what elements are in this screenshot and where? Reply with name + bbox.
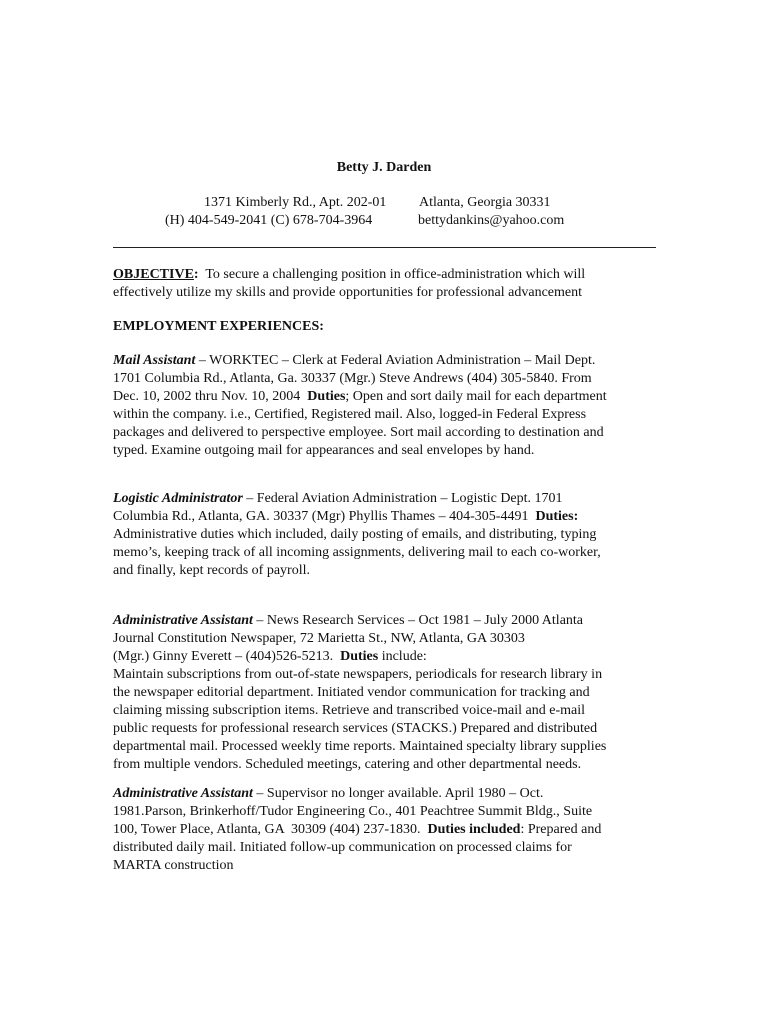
duties-label: Duties included bbox=[427, 822, 521, 837]
email: bettydankins@yahoo.com bbox=[418, 213, 565, 228]
job-line: memo’s, keeping track of all incoming assignments, delivering mail to each co-worker, bbox=[113, 545, 601, 560]
address: 1371 Kimberly Rd., Apt. 202-01 bbox=[204, 195, 387, 210]
job-entry bbox=[113, 490, 658, 580]
job-line: and finally, kept records of payroll. bbox=[113, 563, 310, 578]
employment-section-heading bbox=[113, 318, 658, 336]
job-line bbox=[113, 352, 658, 370]
job-line-text: (Mgr.) Ginny Everett – (404)526-5213. bbox=[113, 649, 341, 664]
job-line-text: Columbia Rd., Atlanta, GA. 30337 (Mgr) Phyllis Thames – 404-305-4491 bbox=[113, 509, 536, 524]
objective-section bbox=[113, 266, 658, 302]
job-title: Administrative Assistant bbox=[113, 786, 253, 801]
job-line: Administrative duties which included, daily posting of emails, and distributing, typing bbox=[113, 527, 597, 542]
job-line: typed. Examine outgoing mail for appearances and seal envelopes by hand. bbox=[113, 443, 535, 458]
job-line bbox=[113, 508, 658, 526]
job-line-text: – Federal Aviation Administration – Logistic Dept. 1701 bbox=[242, 491, 563, 506]
objective-text-1: To secure a challenging position in office-administration which will bbox=[198, 267, 586, 282]
job-line-text: – WORKTEC – Clerk at Federal Aviation Administration – Mail Dept. bbox=[195, 353, 596, 368]
job-line-text: : Prepared and bbox=[520, 822, 602, 837]
applicant-name: Betty J. Darden bbox=[336, 160, 432, 175]
job-line-text: 100, Tower Place, Atlanta, GA 30309 (404) 237-1830. bbox=[113, 822, 428, 837]
header-divider bbox=[113, 247, 656, 248]
job-line: distributed daily mail. Initiated follow-up communication on processed claims for bbox=[113, 840, 572, 855]
job-line: public requests for professional research services (STACKS.) Prepared and distributed bbox=[113, 721, 598, 736]
job-line-text: Dec. 10, 2002 thru Nov. 10, 2004 bbox=[113, 389, 308, 404]
job-line: 1701 Columbia Rd., Atlanta, Ga. 30337 (Mgr.) Steve Andrews (404) 305-5840. From bbox=[113, 371, 592, 386]
duties-label: Duties: bbox=[535, 509, 579, 524]
job-line: 1981.Parson, Brinkerhoff/Tudor Engineering Co., 401 Peachtree Summit Bldg., Suite bbox=[113, 804, 593, 819]
job-title: Administrative Assistant bbox=[113, 613, 253, 628]
job-line: departmental mail. Processed weekly time reports. Maintained specialty library supplies bbox=[113, 739, 607, 754]
objective-label: OBJECTIVE bbox=[113, 267, 194, 282]
job-line: packages and delivered to perspective employee. Sort mail according to destination and bbox=[113, 425, 604, 440]
objective-line-1 bbox=[113, 266, 658, 284]
objective-colon: : bbox=[193, 267, 199, 282]
objective-line-2: effectively utilize my skills and provide opportunities for professional advancement bbox=[113, 285, 582, 300]
job-entry bbox=[113, 612, 658, 774]
job-line-text: ; Open and sort daily mail for each department bbox=[345, 389, 607, 404]
job-title: Mail Assistant bbox=[113, 353, 196, 368]
job-line: Maintain subscriptions from out-of-state newspapers, periodicals for research library in bbox=[113, 667, 603, 682]
job-entry bbox=[113, 785, 658, 875]
city-state: Atlanta, Georgia 30331 bbox=[419, 195, 551, 210]
job-line: within the company. i.e., Certified, Registered mail. Also, logged-in Federal Express bbox=[113, 407, 587, 422]
job-line: MARTA construction bbox=[113, 858, 234, 873]
job-line: the newspaper editorial department. Initiated vendor communication for tracking and bbox=[113, 685, 590, 700]
phone-numbers: (H) 404-549-2041 (C) 678-704-3964 bbox=[165, 213, 373, 228]
job-line bbox=[113, 648, 658, 666]
job-title: Logistic Administrator bbox=[113, 491, 243, 506]
job-line bbox=[113, 612, 658, 630]
job-line: from multiple vendors. Scheduled meetings, catering and other departmental needs. bbox=[113, 757, 582, 772]
job-line bbox=[113, 785, 658, 803]
job-line-text: include: bbox=[378, 649, 427, 664]
duties-label: Duties bbox=[307, 389, 346, 404]
job-line: Journal Constitution Newspaper, 72 Marietta St., NW, Atlanta, GA 30303 bbox=[113, 631, 525, 646]
job-entry bbox=[113, 352, 658, 460]
job-line bbox=[113, 490, 658, 508]
job-line-text: – News Research Services – Oct 1981 – July 2000 Atlanta bbox=[252, 613, 584, 628]
job-line bbox=[113, 388, 658, 406]
job-line bbox=[113, 821, 658, 839]
job-line: claiming missing subscription items. Retrieve and transcribed voice-mail and e-mail bbox=[113, 703, 585, 718]
employment-heading: EMPLOYMENT EXPERIENCES: bbox=[113, 319, 324, 334]
duties-label: Duties bbox=[340, 649, 379, 664]
job-line-text: – Supervisor no longer available. April 1980 – Oct. bbox=[252, 786, 544, 801]
